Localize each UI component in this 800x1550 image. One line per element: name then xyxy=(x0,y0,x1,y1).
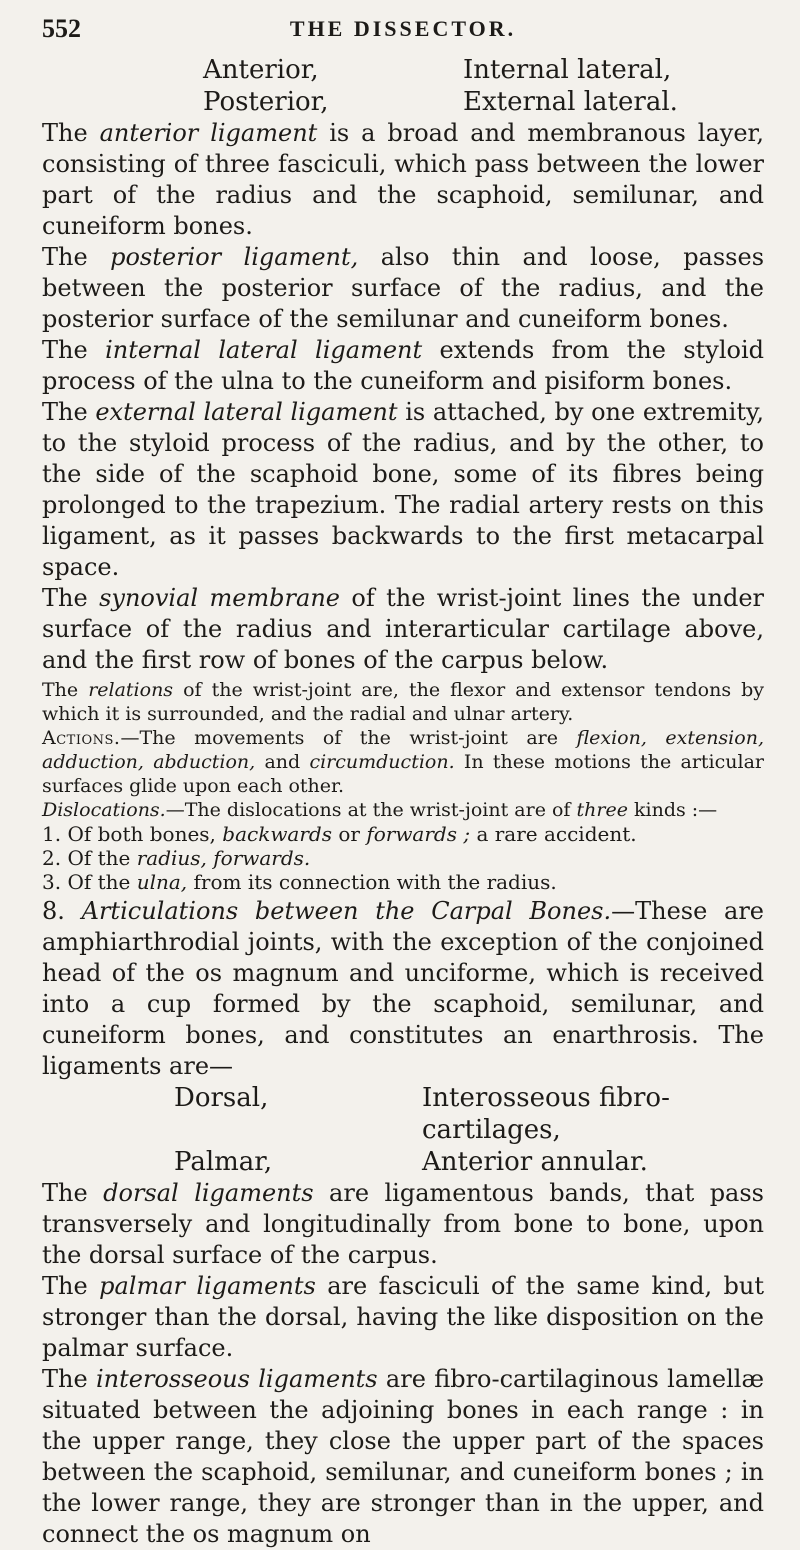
actions-label: Actions. xyxy=(42,727,121,749)
page-header xyxy=(42,14,764,54)
term-palmar-ligaments: palmar ligaments xyxy=(99,1272,316,1300)
book-page xyxy=(42,14,764,1550)
dislocation-item: 3. Of the ulna, from its connection with the radius. xyxy=(42,870,557,894)
ligament-list-item: External lateral. xyxy=(463,87,678,117)
synovial-membrane-paragraph: The synovial membrane of the wrist-joint lines the under surface of the radius and interarticular cartilage above, and the first row of bones of the carpus below. xyxy=(42,584,764,674)
section-number: 8. xyxy=(42,897,65,925)
dislocations-paragraph: Dislocations.—The dislocations at the wrist-joint are of three kinds :— xyxy=(42,799,718,821)
section-title: Articulations between the Carpal Bones. xyxy=(81,897,612,925)
term-internal-lateral-ligament: internal lateral ligament xyxy=(105,336,423,364)
term-relations: relations xyxy=(88,679,174,701)
term-external-lateral-ligament: external lateral ligament xyxy=(95,398,398,426)
term-anterior-ligament: anterior ligament xyxy=(99,119,318,147)
term-dorsal-ligaments: dorsal ligaments xyxy=(103,1179,314,1207)
term-interosseous-ligaments: interosseous ligaments xyxy=(95,1365,378,1393)
ligament-list-item: Posterior, xyxy=(203,87,329,117)
dislocation-item: 1. Of both bones, backwards or forwards ; a rare accident. xyxy=(42,822,637,846)
carpal-articulations-paragraph: 8. Articulations between the Carpal Bones.—These are amphiarthrodial joints, with the exception of the conjoined head of the os magnum and unciforme, which is received into a cup formed by the scaphoid, semilunar, and cuneiform bones, and constitutes an enarthrosis. The ligaments are— xyxy=(42,897,764,1080)
palmar-ligaments-paragraph: The palmar ligaments are fasciculi of the same kind, but stronger than the dorsal, having the like disposition on the palmar surface. xyxy=(42,1272,764,1362)
running-head: THE DISSECTOR. xyxy=(289,16,517,41)
ligament-list-item: Anterior, xyxy=(203,55,319,85)
ligament-list-item: Palmar, xyxy=(174,1147,273,1177)
actions-paragraph: Actions.—The movements of the wrist-joint are flexion, extension, adduction, abduction, and circumduction. In these motions the articular surfaces glide upon each other. xyxy=(42,727,764,797)
interosseous-ligaments-paragraph: The interosseous ligaments are fibro-cartilaginous lamellæ situated between the adjoining bones in each range : in the upper range, they close the upper part of the spaces between the scaphoid, semilunar, and cuneiform bones ; in the lower range, they are stronger than in the upper, and connect the os magnum on xyxy=(42,1365,765,1548)
wrist-ligament-list xyxy=(203,54,764,118)
carpal-ligament-list xyxy=(174,1082,764,1178)
posterior-ligament-paragraph: The posterior ligament, also thin and loose, passes between the posterior surface of the radius, and the posterior surface of the semilunar and cuneiform bones. xyxy=(42,243,765,333)
dislocations-label: Dislocations. xyxy=(42,799,166,821)
dislocation-list xyxy=(42,822,764,894)
internal-lateral-ligament-paragraph: The internal lateral ligament extends from the styloid process of the ulna to the cuneiform and pisiform bones. xyxy=(42,336,765,395)
dislocation-item: 2. Of the radius, forwards. xyxy=(42,846,311,870)
dorsal-ligaments-paragraph: The dorsal ligaments are ligamentous bands, that pass transversely and longitudinally from bone to bone, upon the dorsal surface of the carpus. xyxy=(42,1179,765,1269)
page-number: 552 xyxy=(42,14,81,43)
ligament-list-item: Internal lateral, xyxy=(463,55,672,85)
ligament-list-item: Dorsal, xyxy=(174,1083,269,1113)
ligament-list-item: Interosseous fibro-cartilages, xyxy=(422,1083,670,1145)
external-lateral-ligament-paragraph: The external lateral ligament is attached, by one extremity, to the styloid process of the radius, and by the other, to the side of the scaphoid bone, some of its fibres being prolonged to the trapezium. The radial artery rests on this ligament, as it passes backwards to the first metacarpal space. xyxy=(42,398,764,581)
ligament-list-item: Anterior annular. xyxy=(422,1147,648,1177)
term-posterior-ligament: posterior ligament, xyxy=(110,243,359,271)
relations-paragraph: The relations of the wrist-joint are, the flexor and extensor tendons by which it is surrounded, and the radial and ulnar artery. xyxy=(42,679,764,725)
anterior-ligament-paragraph: The anterior ligament is a broad and membranous layer, consisting of three fasciculi, which pass between the lower part of the radius and the scaphoid, semilunar, and cuneiform bones. xyxy=(42,119,764,240)
term-synovial-membrane: synovial membrane xyxy=(99,584,340,612)
